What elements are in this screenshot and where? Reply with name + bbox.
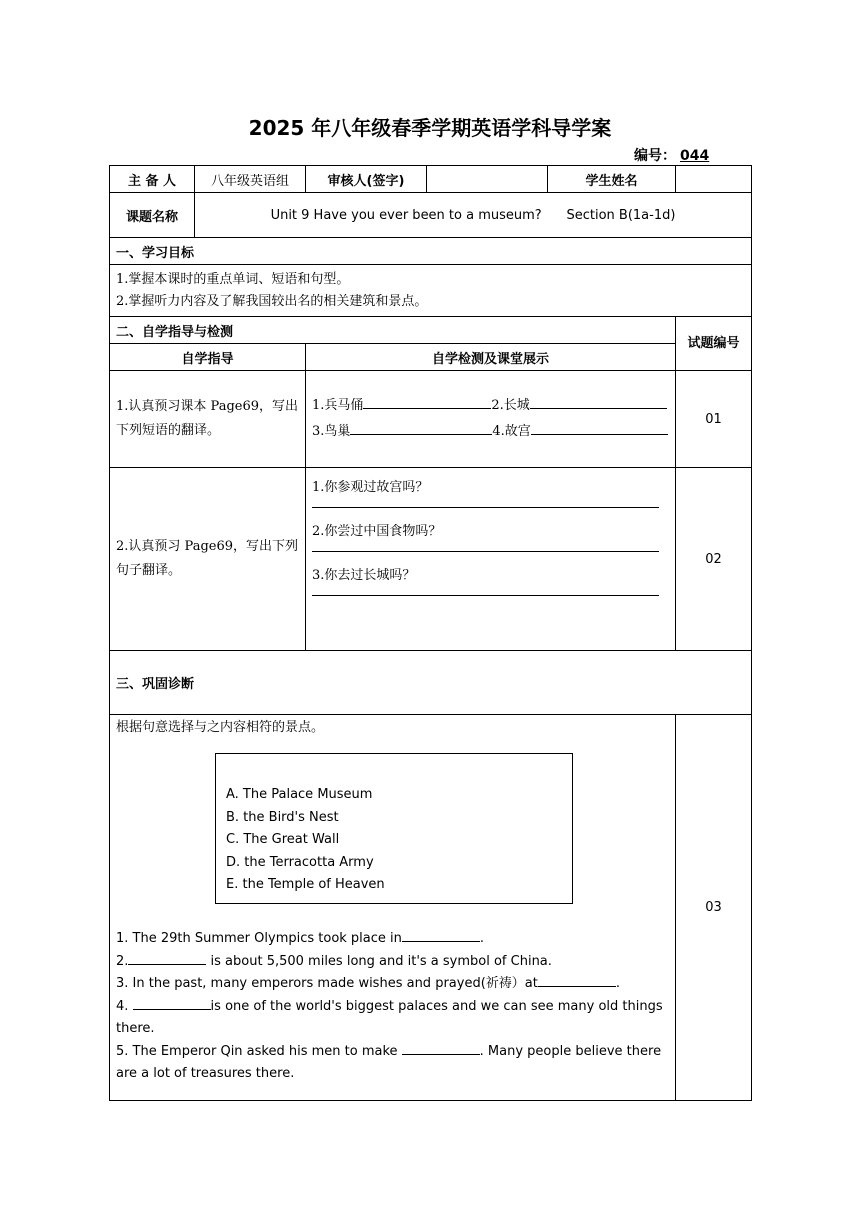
question-item: 2. is about 5,500 miles long and it's a symbol of China. <box>116 951 669 974</box>
section-learning-goals-heading: 一、学习目标 <box>110 238 752 265</box>
phrase-item: 1.兵马俑 <box>312 398 364 413</box>
phrase-blank[interactable] <box>531 420 668 435</box>
learning-goal-item: 2.掌握听力内容及了解我国较出名的相关建筑和景点。 <box>116 293 428 309</box>
option-item: C. The Great Wall <box>226 832 340 847</box>
phrase-blank[interactable] <box>363 394 491 409</box>
answer-blank[interactable] <box>538 973 616 987</box>
check-column-header: 自学检测及课堂展示 <box>306 344 676 371</box>
document-number-label: 编号： <box>634 148 676 164</box>
topic-label: 课题名称 <box>110 193 195 238</box>
sentence-item: 1.你参观过故宫吗？ <box>312 480 429 495</box>
sentence-item: 3.你去过长城吗？ <box>312 568 416 583</box>
reviewer-signature-field[interactable] <box>427 166 548 193</box>
answer-blank[interactable] <box>402 928 480 942</box>
guide-sentences: 2.认真预习 Page69，写出下列句子翻译。 <box>110 468 306 651</box>
student-name-field[interactable] <box>676 166 752 193</box>
phrase-item: 3.鸟巢 <box>312 424 351 439</box>
guide-phrases: 1.认真预习课本 Page69，写出下列短语的翻译。 <box>110 371 306 468</box>
question-number: 01 <box>676 371 752 468</box>
topic-value: Unit 9 Have you ever been to a museum? Section B(1a-1d) <box>195 193 752 238</box>
preparer-label: 主 备 人 <box>110 166 195 193</box>
question-item: 4. is one of the world's biggest palaces and we can see many old things there. <box>116 996 669 1041</box>
phrase-item: 2.长城 <box>491 398 530 413</box>
option-item: A. The Palace Museum <box>226 787 373 802</box>
sentence-item: 2.你尝过中国食物吗？ <box>312 524 442 539</box>
guide-column-header: 自学指导 <box>110 344 306 371</box>
preparer-value: 八年级英语组 <box>195 166 306 193</box>
answer-line[interactable] <box>312 507 659 508</box>
student-name-label: 学生姓名 <box>548 166 676 193</box>
option-item: E. the Temple of Heaven <box>226 877 385 892</box>
sentence-translation-area <box>306 468 676 651</box>
question-number-header: 试题编号 <box>676 317 752 371</box>
answer-blank[interactable] <box>133 996 211 1010</box>
consolidation-exercise <box>110 715 676 1101</box>
question-number: 02 <box>676 468 752 651</box>
page-title: 2025 年八年级春季学期英语学科导学案 <box>248 116 612 140</box>
learning-goals <box>110 265 752 317</box>
phrase-translation-area <box>306 371 676 468</box>
question-number: 03 <box>676 715 752 1101</box>
option-item: B. the Bird's Nest <box>226 809 339 825</box>
phrase-blank[interactable] <box>350 420 492 435</box>
learning-goal-item: 1.掌握本课时的重点单词、短语和句型。 <box>116 271 350 287</box>
answer-line[interactable] <box>312 595 659 596</box>
option-item: D. the Terracotta Army <box>226 854 374 870</box>
section-self-study-heading: 二、自学指导与检测 <box>110 317 676 344</box>
question-item: 3. In the past, many emperors made wishes and prayed(祈祷）at . <box>116 973 669 996</box>
section-consolidation-heading: 三、巩固诊断 <box>110 651 752 715</box>
document-number-value: 044 <box>680 148 710 164</box>
answer-blank[interactable] <box>128 951 206 965</box>
study-guide-table <box>109 165 752 1101</box>
exercise-instruction: 根据句意选择与之内容相符的景点。 <box>116 720 325 735</box>
answer-line[interactable] <box>312 551 659 552</box>
phrase-item: 4.故宫 <box>492 424 531 439</box>
question-item: 5. The Emperor Qin asked his men to make . Many people believe there are a lot of treasures there. <box>116 1041 669 1086</box>
phrase-blank[interactable] <box>530 394 667 409</box>
answer-blank[interactable] <box>402 1041 480 1055</box>
reviewer-label: 审核人(签字) <box>306 166 427 193</box>
options-box <box>215 753 573 904</box>
question-item: 1. The 29th Summer Olympics took place in . <box>116 928 669 951</box>
document-number <box>634 145 723 165</box>
